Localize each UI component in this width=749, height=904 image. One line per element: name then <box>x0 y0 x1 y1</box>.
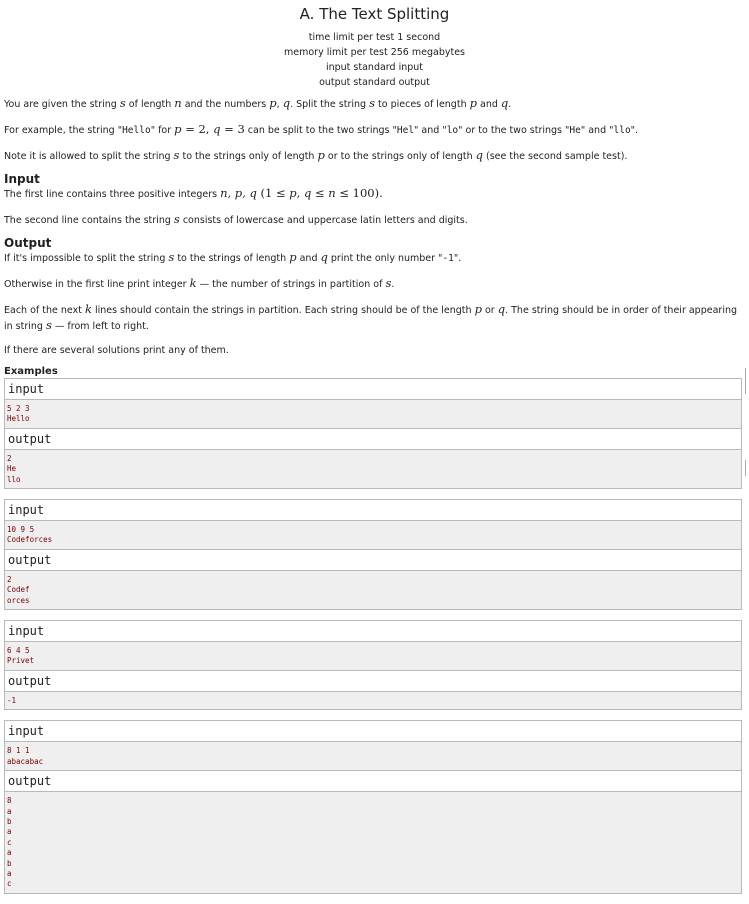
sample-output-label: output <box>5 429 741 450</box>
input-file: input standard input <box>325 62 424 73</box>
sample-test-1 <box>4 378 742 489</box>
sample-input-label: input <box>5 721 741 742</box>
sample-input-text[interactable]: 5 2 3 Hello <box>5 400 741 429</box>
sample-input-text[interactable]: 10 9 5 Codeforces <box>5 521 741 550</box>
sample-test-4 <box>4 720 742 893</box>
sample-input-text[interactable]: 6 4 5 Privet <box>5 642 741 671</box>
problem-title: A. The Text Splitting <box>299 5 450 23</box>
sample-test-2 <box>4 499 742 610</box>
memory-limit: memory limit per test 256 megabytes <box>284 47 465 58</box>
input-section-title: Input <box>4 172 40 186</box>
output-file: output standard output <box>319 77 430 88</box>
sample-input-label: input <box>5 621 741 642</box>
output-paragraph-1: If it's impossible to split the string s to the strings of length p and q print the only number "-1". <box>4 250 462 264</box>
sample-input-text[interactable]: 8 1 1 abacabac <box>5 742 741 771</box>
sample-output-text[interactable]: 2 He llo <box>5 450 741 488</box>
sample-test-3 <box>4 620 742 710</box>
problem-statement <box>4 96 742 904</box>
output-paragraph-4: If there are several solutions print any of them. <box>4 345 229 356</box>
copy-bracket-mark[interactable] <box>745 368 749 394</box>
problem-header <box>0 0 749 90</box>
sample-output-text[interactable]: 2 Codef orces <box>5 571 741 609</box>
input-paragraph-2: The second line contains the string s consists of lowercase and uppercase latin letters and digits. <box>4 212 468 226</box>
copy-bracket-mark[interactable] <box>745 460 749 476</box>
sample-output-text[interactable]: 8 a b a c a b a c <box>5 792 741 893</box>
output-paragraph-3: Each of the next k lines should contain the strings in partition. Each string should be of the length p or q. The string should be in order of their appearing in string s — from left to right. <box>4 302 738 332</box>
input-paragraph-1: The first line contains three positive integers n, p, q (1 ≤ p, q ≤ n ≤ 100). <box>4 186 383 200</box>
sample-input-label: input <box>5 379 741 400</box>
statement-paragraph-1: You are given the string s of length n and the numbers p, q. Split the string s to pieces of length p and q. <box>4 96 512 110</box>
examples-title: Examples <box>4 366 58 377</box>
sample-output-label: output <box>5 671 741 692</box>
output-paragraph-2: Otherwise in the first line print integer k — the number of strings in partition of s. <box>4 276 395 290</box>
sample-output-label: output <box>5 771 741 792</box>
output-section-title: Output <box>4 236 52 250</box>
sample-output-label: output <box>5 550 741 571</box>
time-limit: time limit per test 1 second <box>308 32 441 43</box>
statement-paragraph-2: For example, the string "Hello" for p = 2, q = 3 can be split to the two strings "Hel" and "lo" or to the two strings "He" and "llo". <box>4 122 639 136</box>
sample-input-label: input <box>5 500 741 521</box>
sample-output-text[interactable]: -1 <box>5 692 741 709</box>
statement-paragraph-3: Note it is allowed to split the string s to the strings only of length p or to the strings only of length q (see the second sample test). <box>4 148 628 162</box>
